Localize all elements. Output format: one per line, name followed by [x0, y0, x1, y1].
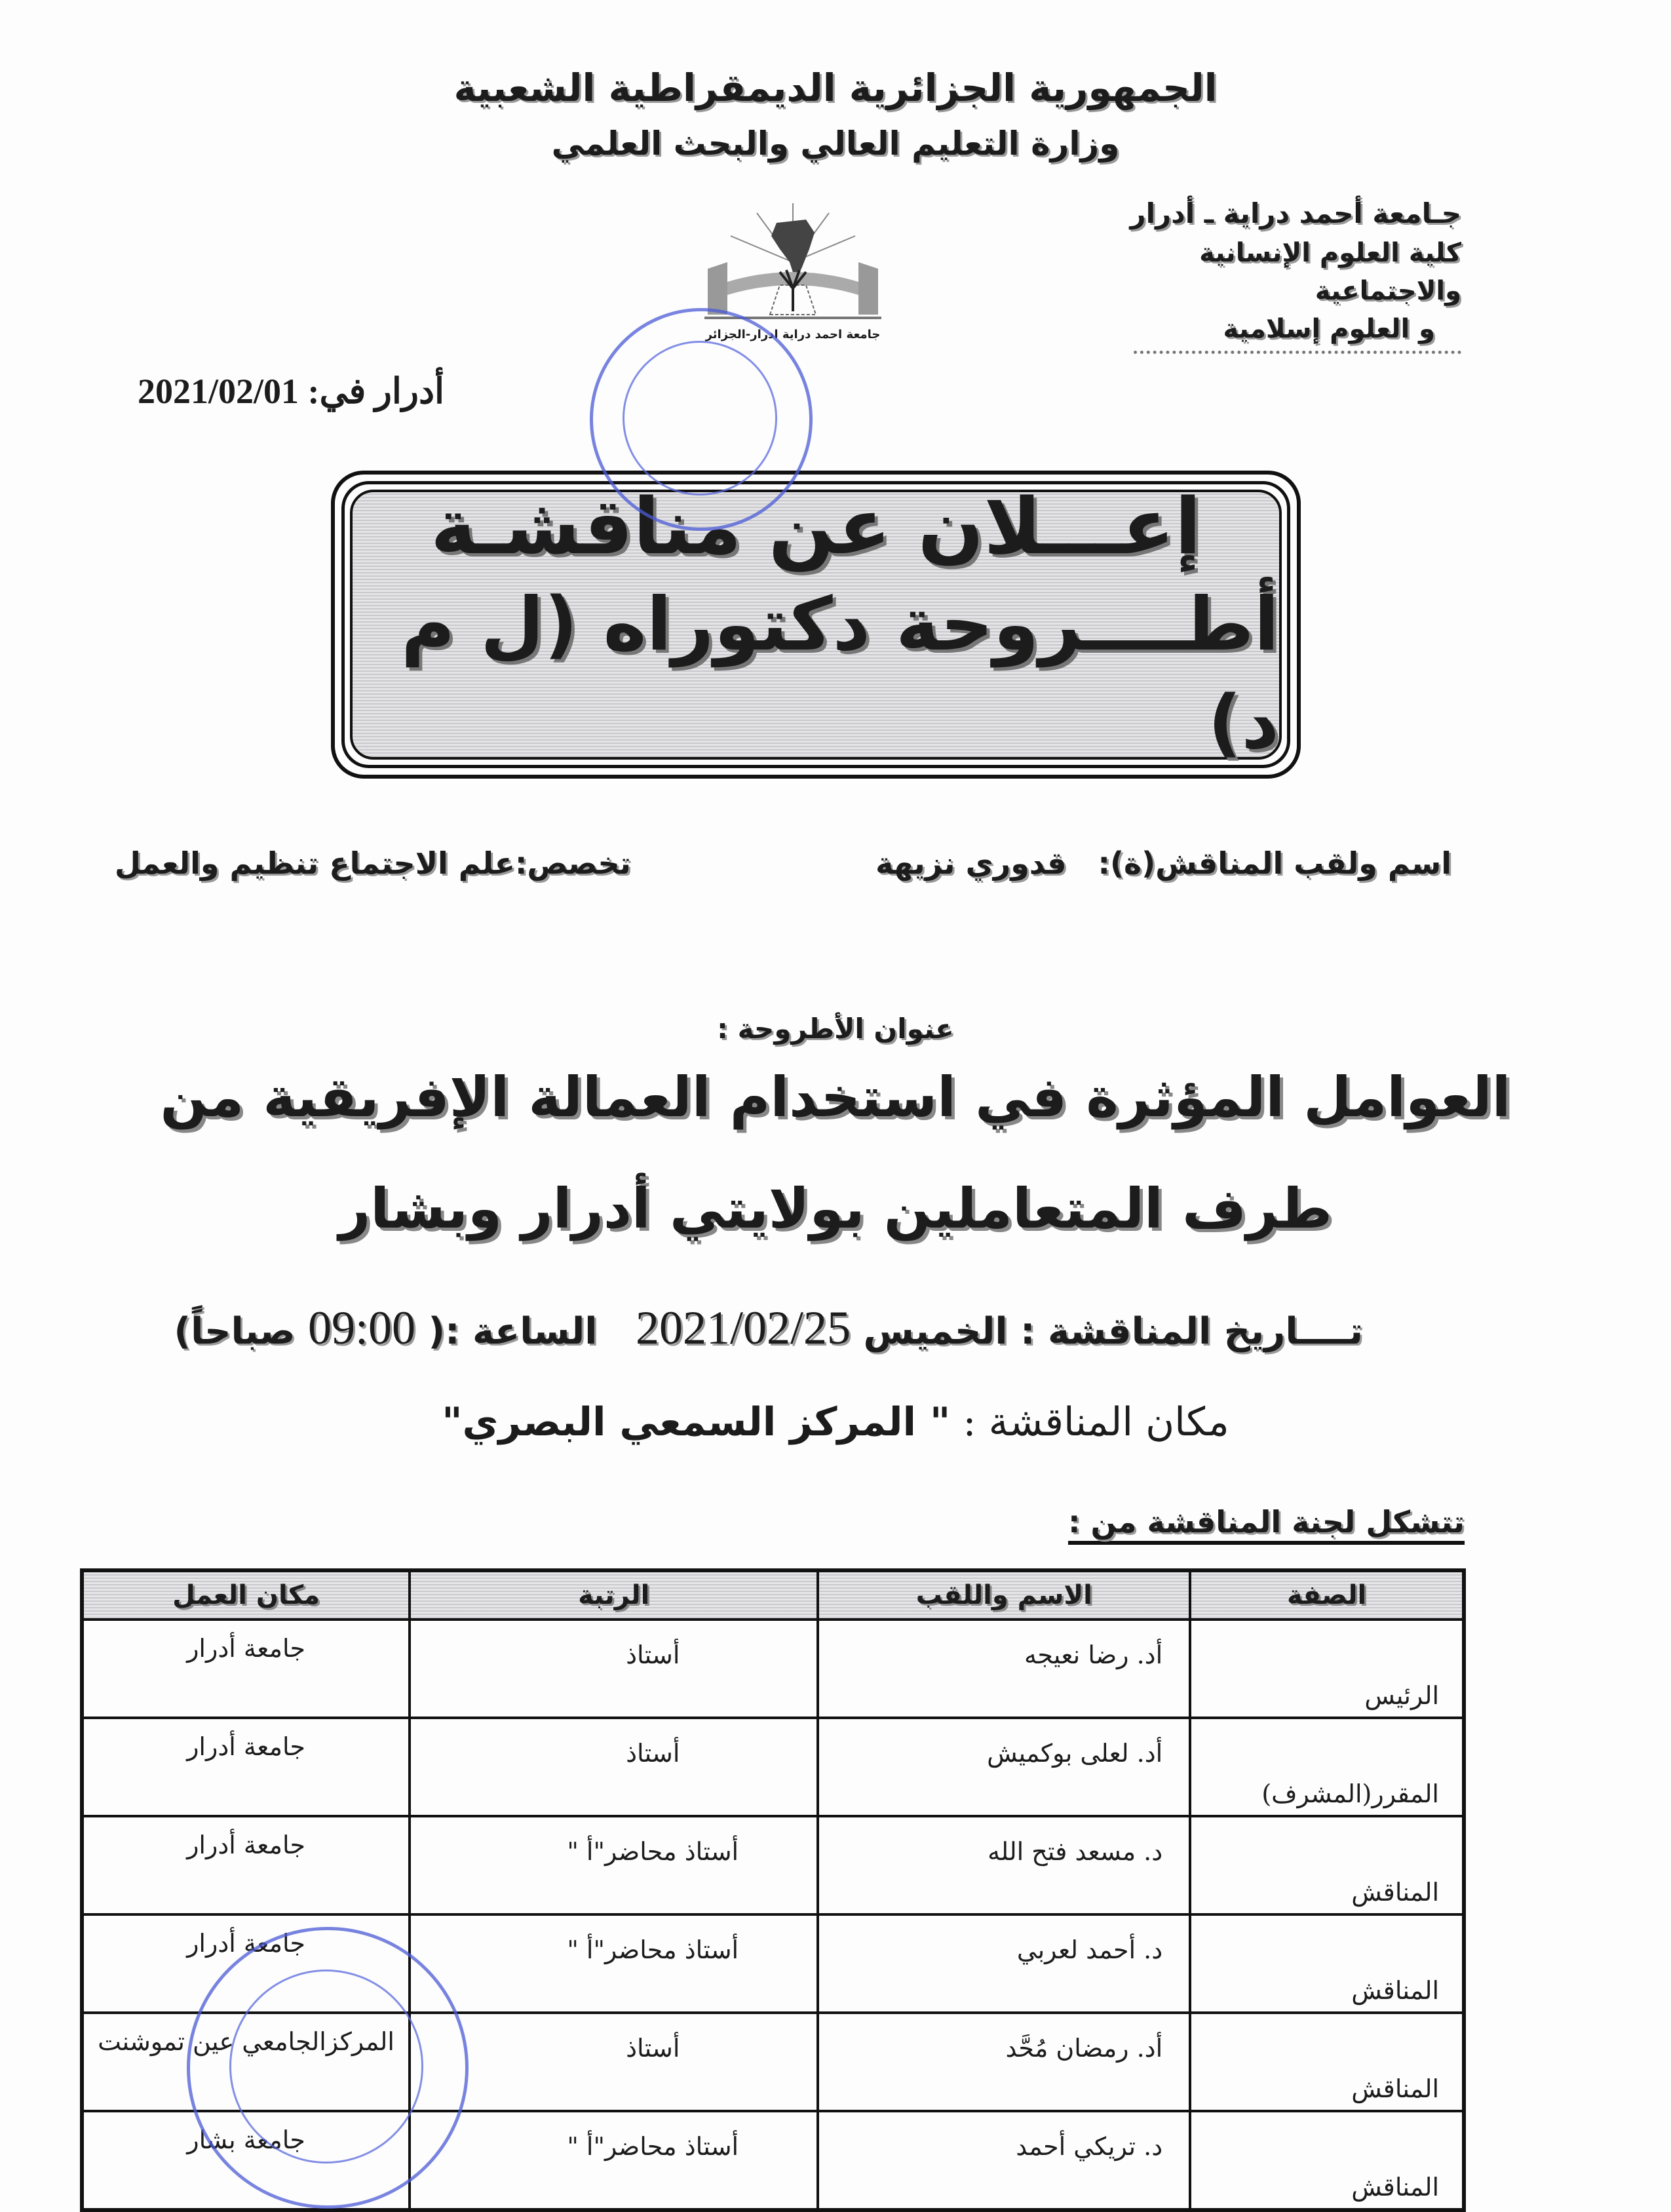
defense-venue-row — [0, 1399, 1671, 1445]
cell-workplace: المركزالجامعي عين تموشنت — [82, 2013, 410, 2111]
cell-role: الرئيس — [1190, 1620, 1464, 1718]
cell-rank: أستاذ محاضر"أ " — [410, 1914, 818, 2013]
defense-date-value: 2021/02/25 — [635, 1302, 851, 1354]
specialty-label: تخصص: — [515, 845, 631, 881]
defense-time-suffix: صباحاً) — [174, 1310, 296, 1353]
cell-role: المناقش — [1190, 1914, 1464, 2013]
thesis-title-line-2: طرف المتعاملين بولايتي أدرار وبشار — [338, 1176, 1333, 1241]
cell-name: د. تريكي أحمد — [818, 2111, 1190, 2210]
candidate-line — [875, 845, 1451, 881]
faculty-line-2: و العلوم إسلامية — [1223, 314, 1435, 344]
issue-date-label: أدرار في: — [307, 372, 445, 411]
table-row — [82, 1816, 1464, 1914]
cell-rank: أستاذ محاضر"أ " — [410, 2111, 818, 2210]
official-stamp-bottom — [187, 1927, 469, 2209]
ministry-title: وزارة التعليم العالي والبحث العلمي — [551, 125, 1120, 163]
dotted-line — [1134, 351, 1461, 354]
thesis-title-line-1: العوامل المؤثرة في استخدام العمالة الإفريقية من — [160, 1065, 1511, 1129]
cell-rank: أستاذ — [410, 1718, 818, 1816]
announcement-subtitle: أطــــروحة دكتوراه (ل م د) — [401, 582, 1279, 766]
defense-time-label: الساعة :( — [428, 1310, 598, 1353]
cell-role: المناقش — [1190, 2013, 1464, 2111]
cell-workplace: جامعة بشار — [82, 2111, 410, 2210]
candidate-label: اسم ولقب المناقش(ة): — [1098, 845, 1451, 881]
cell-role: المناقش — [1190, 1816, 1464, 1914]
cell-name: أد. رمضان مُحَّد — [818, 2013, 1190, 2111]
announcement-title: إعـــلان عن مناقشـة — [430, 481, 1202, 572]
table-row — [82, 1718, 1464, 1816]
africa-map-icon — [771, 220, 815, 279]
cell-workplace: جامعة أدرار — [82, 1816, 410, 1914]
venue-label: مكان المناقشة : — [963, 1399, 1229, 1445]
specialty-value: علم الاجتماع تنظيم والعمل — [115, 845, 516, 881]
col-header-rank: الرتبة — [410, 1570, 818, 1620]
thesis-label: عنوان الأطروحة : — [717, 1013, 954, 1045]
cell-workplace: جامعة أدرار — [82, 1620, 410, 1718]
republic-title: الجمهورية الجزائرية الديمقراطية الشعبية — [453, 66, 1218, 110]
table-header-row — [82, 1570, 1464, 1620]
faculty-line-1: كلية العلوم الإنسانية والاجتماعية — [1199, 238, 1461, 306]
venue-value: " المركز السمعي البصري" — [442, 1399, 951, 1445]
col-header-name: الاسم واللقب — [818, 1570, 1190, 1620]
announcement-box — [331, 471, 1301, 779]
stamp-inner-ring — [229, 1969, 423, 2163]
cell-name: أد. رضا نعيجه — [818, 1620, 1190, 1718]
cell-name: أد. لعلى بوكميش — [818, 1718, 1190, 1816]
official-stamp — [590, 308, 813, 531]
defense-date-label: تــــاريخ المناقشة : الخميس — [863, 1310, 1363, 1353]
stamp-inner-ring — [623, 341, 777, 495]
specialty-line — [115, 845, 631, 881]
defense-date-row — [174, 1301, 1364, 1355]
committee-label: تتشكل لجنة المناقشة من : — [1068, 1504, 1465, 1545]
cell-workplace: جامعة أدرار — [82, 1914, 410, 2013]
logo-right-tower — [858, 262, 878, 315]
issue-date — [138, 370, 444, 412]
cell-rank: أستاذ — [410, 1620, 818, 1718]
logo-caption: جامعة احمد دراية ادرار-الجزائر — [705, 328, 881, 341]
table-row — [82, 1620, 1464, 1718]
cell-name: د. أحمد لعربي — [818, 1914, 1190, 2013]
cell-workplace: جامعة أدرار — [82, 1718, 410, 1816]
cell-name: د. مسعد فتح الله — [818, 1816, 1190, 1914]
issue-date-value: 2021/02/01 — [138, 372, 299, 411]
candidate-name: قدوري نزيهة — [875, 845, 1067, 881]
col-header-workplace: مكان العمل — [82, 1570, 410, 1620]
institution-block — [1121, 193, 1461, 348]
defense-time-value: 09:00 — [307, 1302, 415, 1354]
logo-left-tower — [708, 262, 727, 315]
col-header-role: الصفة — [1190, 1570, 1464, 1620]
university-name: جـامعة أحمد دراية ـ أدرار — [1130, 197, 1461, 229]
cell-role: المقرر(المشرف) — [1190, 1718, 1464, 1816]
cell-role: المناقش — [1190, 2111, 1464, 2210]
cell-rank: أستاذ — [410, 2013, 818, 2111]
cell-rank: أستاذ محاضر"أ " — [410, 1816, 818, 1914]
